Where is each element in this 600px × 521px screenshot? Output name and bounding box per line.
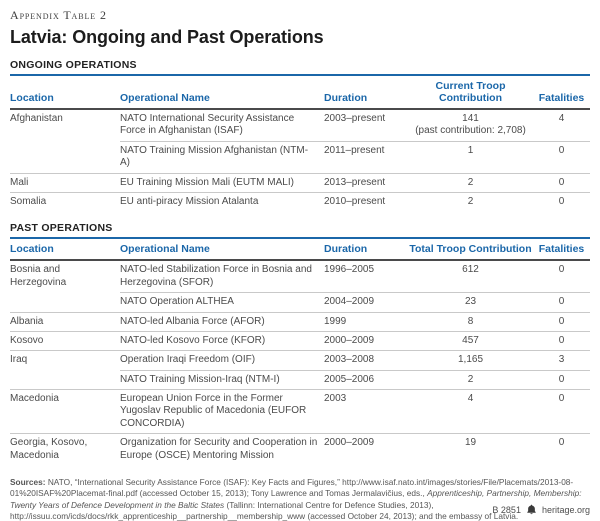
- location-cell: Kosovo: [10, 331, 120, 350]
- location-cell: Georgia, Kosovo, Macedonia: [10, 434, 120, 465]
- troops-cell: 457: [408, 331, 533, 350]
- fatalities-cell: 0: [533, 293, 590, 312]
- operation-name-cell: NATO Operation ALTHEA: [120, 293, 324, 312]
- ongoing-operations-section: [10, 59, 590, 211]
- table-header-row: [10, 238, 590, 260]
- fatalities-cell: 0: [533, 370, 590, 389]
- operation-name-cell: EU Training Mission Mali (EUTM MALI): [120, 173, 324, 192]
- fatalities-cell: 0: [533, 141, 590, 173]
- troops-cell: [408, 109, 533, 141]
- fatalities-cell: 0: [533, 331, 590, 350]
- column-header-troop-contribution: Current Troop Contribution: [408, 75, 533, 109]
- duration-cell: 2005–2006: [324, 370, 408, 389]
- report-id: B 2851: [492, 504, 521, 515]
- table-row: [10, 192, 590, 211]
- troops-cell: 4: [408, 390, 533, 434]
- footer: [492, 504, 590, 515]
- fatalities-cell: 0: [533, 192, 590, 211]
- table-row: [10, 331, 590, 350]
- operation-name-cell: NATO Training Mission-Iraq (NTM-I): [120, 370, 324, 389]
- table-row: [10, 351, 590, 370]
- column-header-location: Location: [10, 75, 120, 109]
- duration-cell: 2003–present: [324, 113, 386, 124]
- operation-name-cell: NATO-led Kosovo Force (KFOR): [120, 331, 324, 350]
- troops-cell: 612: [462, 264, 479, 276]
- column-header-duration: Duration: [324, 238, 408, 260]
- troops-cell: 1: [408, 141, 533, 173]
- fatalities-cell: 4: [558, 113, 565, 124]
- operation-name-cell: NATO-led Albania Force (AFOR): [120, 312, 324, 331]
- ongoing-section-title: ONGOING OPERATIONS: [10, 59, 137, 71]
- operation-name-cell: Operation Iraqi Freedom (OIF): [120, 351, 324, 370]
- location-cell: Iraq: [10, 351, 120, 390]
- troops-cell: 19: [408, 434, 533, 465]
- sources-text-2: (Tallinn: International Centre for Defence Studies, 2013), http://issuu.com/icds/docs/rkk_apprenticeship__partnership__membership_www (accessed October 24, 2013); and the embassy of Latvia.: [10, 499, 519, 521]
- table-header-row: [10, 75, 590, 109]
- operation-name-cell: NATO International Security Assistance Force in Afghanistan (ISAF): [120, 113, 295, 137]
- operation-name-cell: EU anti-piracy Mission Atalanta: [120, 192, 324, 211]
- operation-name-cell: NATO Training Mission Afghanistan (NTM-A): [120, 141, 324, 173]
- past-section-title: PAST OPERATIONS: [10, 222, 113, 235]
- troops-cell: 2: [408, 192, 533, 211]
- column-header-fatalities: Fatalities: [533, 238, 590, 260]
- site-name: heritage.org: [541, 504, 590, 515]
- table-row: [10, 109, 590, 141]
- duration-cell: 2013–present: [324, 173, 408, 192]
- troops-cell: 1,165: [408, 351, 533, 370]
- duration-cell: 2003–2008: [324, 351, 408, 370]
- location-cell: Afghanistan: [10, 113, 63, 124]
- duration-cell: 2000–2009: [324, 434, 408, 465]
- fatalities-cell: 0: [533, 312, 590, 331]
- operation-name-cell: Organization for Security and Cooperation in Europe (OSCE) Mentoring Mission: [120, 434, 324, 465]
- table-row: [10, 312, 590, 331]
- fatalities-cell: 0: [558, 264, 565, 276]
- table-row: [10, 390, 590, 434]
- column-header-operational-name: Operational Name: [120, 75, 324, 109]
- appendix-table-label: Appendix Table 2: [10, 8, 107, 22]
- duration-cell: 1999: [324, 312, 408, 331]
- table-row: [10, 260, 590, 292]
- column-header-troop-contribution: Total Troop Contribution: [408, 238, 533, 260]
- duration-cell: 2003: [324, 390, 408, 434]
- sources-text-1: NATO, “International Security Assistance Force (ISAF): Key Facts and Figures,” http://www.isaf.nato.int/images/stories/File/Placemats/2013-08-01%20ISAF%20Placemat-final.pdf (accessed October 15, 2013); Tony Lawrence and Tomas Jermalavičius, eds.,: [10, 477, 574, 499]
- duration-cell: 2000–2009: [324, 331, 408, 350]
- troops-value: 141: [462, 113, 479, 124]
- location-cell: Mali: [10, 173, 120, 192]
- troops-cell: 2: [408, 370, 533, 389]
- sources-book-title: Apprenticeship, Partnership, Membership: Twenty Years of Defence Development in the Baltic States: [10, 488, 582, 510]
- duration-cell: 1996–2005: [324, 264, 375, 276]
- column-header-location: Location: [10, 238, 120, 260]
- location-cell: Macedonia: [10, 390, 120, 434]
- troops-past-note: (past contribution: 2,708): [415, 125, 526, 137]
- duration-cell: 2011–present: [324, 141, 408, 173]
- page-title: Latvia: Ongoing and Past Operations: [10, 27, 324, 47]
- fatalities-cell: 0: [533, 173, 590, 192]
- troops-cell: 23: [408, 293, 533, 312]
- column-header-fatalities: Fatalities: [533, 75, 590, 109]
- sources-label: Sources:: [10, 477, 48, 488]
- troops-cell: 2: [408, 173, 533, 192]
- table-row: [10, 173, 590, 192]
- past-operations-section: [10, 222, 590, 465]
- duration-cell: 2010–present: [324, 192, 408, 211]
- ongoing-operations-table: [10, 74, 590, 211]
- fatalities-cell: 0: [533, 434, 590, 465]
- location-cell: Bosnia and Herzegovina: [10, 264, 67, 288]
- heritage-bell-icon: [526, 504, 537, 515]
- past-operations-table: [10, 237, 590, 465]
- duration-cell: 2004–2009: [324, 293, 408, 312]
- fatalities-cell: 3: [533, 351, 590, 370]
- operation-name-cell: European Union Force in the Former Yugoslav Republic of Macedonia (EUFOR CONCORDIA): [120, 390, 324, 434]
- location-cell: Albania: [10, 312, 120, 331]
- fatalities-cell: 0: [533, 390, 590, 434]
- location-cell: Somalia: [10, 192, 120, 211]
- table-row: [10, 434, 590, 465]
- column-header-operational-name: Operational Name: [120, 238, 324, 260]
- troops-cell: 8: [408, 312, 533, 331]
- operation-name-cell: NATO-led Stabilization Force in Bosnia and Herzegovina (SFOR): [120, 264, 312, 288]
- column-header-duration: Duration: [324, 75, 408, 109]
